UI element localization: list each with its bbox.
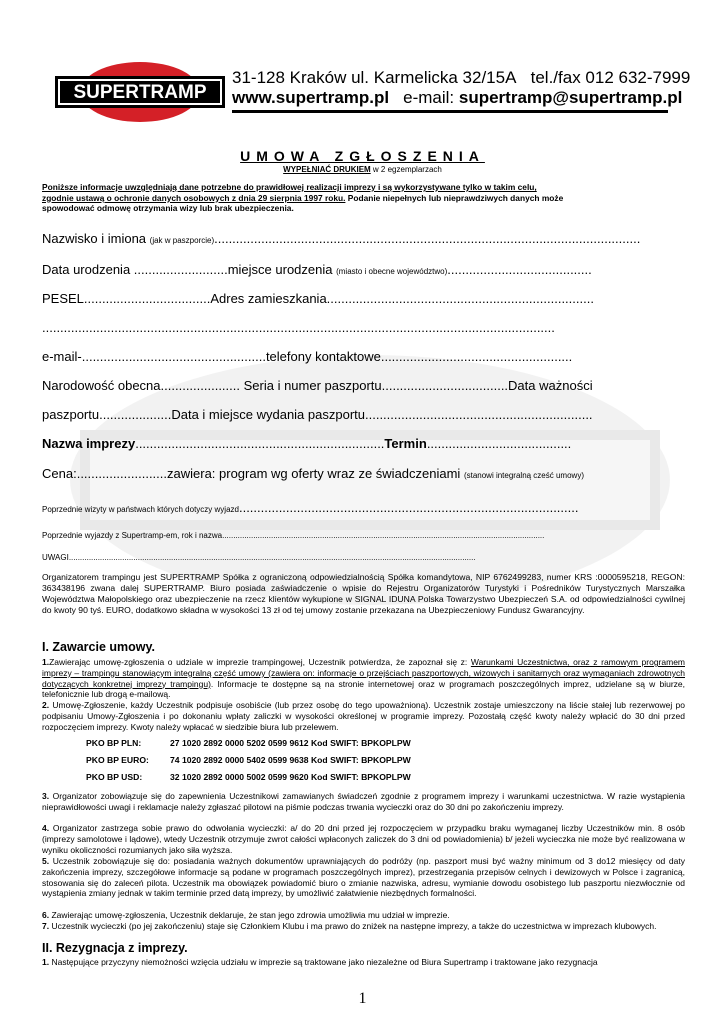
field-nationality-passport[interactable]: Narodowość obecna...................... Seria i numer paszportu...................................Data ważności	[42, 378, 593, 393]
intro-notice: Poniższe informacje uwzględniają dane potrzebne do prawidłowej realizacji imprezy i są wykorzystywane tylko w takim celu, zgodnie ustawą o ochronie danych osobowych z dnia 29 sierpnia 1997 roku. Podanie niepełnych lub nieprawdziwych danych może spowodować odmowę otrzymania wizy lub brak ubezpieczenia.	[42, 182, 564, 213]
section-1-para-2: 2. Umowę-Zgłoszenie, każdy Uczestnik podpisuje osobiście (lub przez osobę do tego upoważnioną). Uczestnik zostaje umieszczony na liście stałej lub rezerwowej po podpisaniu Umowy-Zgłoszenia i po dokonaniu wpłaty zaliczki w wysokości określonej w programie imprezy. Pozostałą część kwoty należy wpłacić do 30 dni przed rozpoczęciem imprezy. Kwoty należy wpłacać w siedzibie biura lub przelewem.	[42, 700, 685, 732]
company-website[interactable]: www.supertramp.pl	[232, 88, 390, 107]
section-1-para-4: 4. Organizator zastrzega sobie prawo do odwołania wycieczki: a/ do 20 dni przed jej rozpoczęciem w przypadku braku wymaganej liczby Uczestników min. 8 osób (imprezy samolotowe i lądowe), wtedy Uczestnik otrzymuje zwrot całości wpłaconych zaliczek do 3 dni od powiadomienia) b/ jeżeli wycieczka nie może być realizowana w wyniku okoliczności rozumianych jako siła wyższa.	[42, 823, 685, 855]
section-2-heading: II. Rezygnacja z imprezy.	[42, 941, 188, 955]
document-title: UMOWA ZGŁOSZENIA	[240, 148, 485, 164]
section-2-para-1: 1. Następujące przyczyny niemożności wzięcia udziału w imprezie są traktowane jako niezależne od Biura Supertramp i traktowane jako rezygnacja	[42, 957, 598, 967]
field-price[interactable]: Cena:.........................zawiera: program wg oferty wraz ze świadczeniami (stanowi integralną cześć umowy)	[42, 466, 584, 481]
section-1-heading: I. Zawarcie umowy.	[42, 640, 156, 654]
document-subtitle: WYPEŁNIAĆ DRUKIEM w 2 egzemplarzach	[283, 165, 442, 174]
section-1-para-1: 1.Zawierając umowę-zgłoszenia o udziale w imprezie trampingowej, Uczestnik potwierdza, że zapoznał się z: Warunkami Uczestnictwa, oraz z ramowym programem imprezy – trampingu stanowiącym integralną część umowy (zawiera on: informacje o przejściach paszportowych, wizowych i sanitarnych oraz wymaganiach zdrowotnych dotyczących konkretnej imprezy trampingu). Informacje te dostępne są na stronie internetowej oraz w programach poszczególnych imprez, udzielane są w biurze, telefonicznie lub drogą e-mailową.	[42, 657, 685, 700]
field-notes[interactable]: UWAGI.......................................................................................................................................................................................	[42, 553, 476, 562]
header-rule	[232, 110, 668, 113]
field-address-continued[interactable]: ..............................................................................................................................................	[42, 320, 555, 335]
field-birth[interactable]: Data urodzenia ..........................miejsce urodzenia (miasto i obecne województwo)........................................	[42, 262, 592, 277]
field-event-term[interactable]: Nazwa imprezy.....................................................................Termin........................................	[42, 436, 572, 451]
logo-text: SUPERTRAMP	[73, 82, 207, 103]
bank-account-eur: PKO BP EURO: 74 1020 2892 0000 5402 0599 9638 Kod SWIFT: BPKOPLPW	[86, 755, 411, 765]
field-pesel-address[interactable]: PESEL...................................Adres zamieszkania..........................................................................	[42, 291, 594, 306]
field-passport-issue[interactable]: paszportu....................Data i miejsce wydania paszportu...............................................................	[42, 407, 593, 422]
field-surname[interactable]: Nazwisko i imiona (jak w paszporcie)......................................................................................................................	[42, 231, 641, 246]
field-previous-trips[interactable]: Poprzednie wyjazdy z Supertramp-em, rok i nazwa.................................................................................................................................................	[42, 531, 545, 540]
page-number: 1	[358, 990, 367, 1007]
header-address-line	[232, 68, 690, 88]
supertramp-logo	[50, 62, 230, 122]
section-1-para-3: 3. Organizator zobowiązuje się do zapewnienia Uczestnikowi zamawianych świadczeń zgodnie z programem imprezy i warunkami uczestnictwa. W razie wystąpienia nieprawidłowości uwagi i reklamacje należy zgłaszać pilotowi na piśmie podczas trwania wycieczki oraz do 30 dni po zakończeniu imprezy.	[42, 791, 685, 812]
organizer-info: Organizatorem trampingu jest SUPERTRAMP Spółka z ograniczoną odpowiedzialnością Spółka komandytowa, NIP 6762499283, numer KRS :0000595218, REGON: 363438196 zwana dalej SUPERTRAMP. Biuro posiada zaświadczenie o wpisie do Rejestru Organizatorów Turystyki i Pośredników Turystycznych Marszałka Województwa Małopolskiego oraz ubezpieczenie na rzecz klientów wykupione w SIGNAL IDUNA Polska Towarzystwo Ubezpieczeń S.A. od odpowiedzialności cywilnej do kwoty 90 tyś. EURO, dodatkowo składna w wysokości 13 zł od tej umowy zostanie przekazana na Ubezpieczeniowy Fundusz Gwarancyjny.	[42, 572, 685, 615]
company-phone: tel./fax 012 632-7999	[530, 68, 691, 87]
section-1-para-7: 7. Uczestnik wycieczki (po jej zakończeniu) staje się Członkiem Klubu i ma prawo do zniżek na następne imprezy, a także do uczestnictwa w imprezach klubowych.	[42, 921, 657, 931]
field-email-phone[interactable]: e-mail-...................................................telefony kontaktowe.....................................................	[42, 349, 573, 364]
bank-account-pln: PKO BP PLN: 27 1020 2892 0000 5202 0599 9612 Kod SWIFT: BPKOPLPW	[86, 738, 411, 748]
email-label: e-mail:	[403, 88, 455, 107]
field-previous-visas[interactable]: Poprzednie wizyty w państwach których dotyczy wyjazd..............................................................................................	[42, 500, 579, 515]
section-1-para-5: 5. Uczestnik zobowiązuje się do: posiadania ważnych dokumentów uprawniających do podróży (np. paszport musi być ważny minimum od 3 do12 miesięcy od daty zakończenia imprezy, szczegółowe informacje są podane w programach poszczególnych imprez), przestrzegania przepisów celnych i dewizowych w Polsce i zagranicą, stosowania się do zaleceń pilota. Uczestnik ma obowiązek powiadomić biuro o zmianie nazwiska, adresu, wymianie dowodu osobistego lub paszportu niezwłocznie od wystąpienia zmiany jednak w takim terminie przed datą imprezy, by umożliwić załatwienie niezbędnych formalności.	[42, 856, 685, 899]
section-1-para-6: 6. Zawierając umowę-zgłoszenia, Uczestnik deklaruje, że stan jego zdrowia umożliwia mu udział w imprezie.	[42, 910, 450, 920]
company-address: 31-128 Kraków ul. Karmelicka 32/15A	[232, 68, 517, 87]
bank-account-usd: PKO BP USD: 32 1020 2892 0000 5002 0599 9620 Kod SWIFT: BPKOPLPW	[86, 772, 411, 782]
company-email[interactable]: supertramp@supertramp.pl	[458, 88, 683, 107]
header-contact-line	[232, 88, 682, 108]
